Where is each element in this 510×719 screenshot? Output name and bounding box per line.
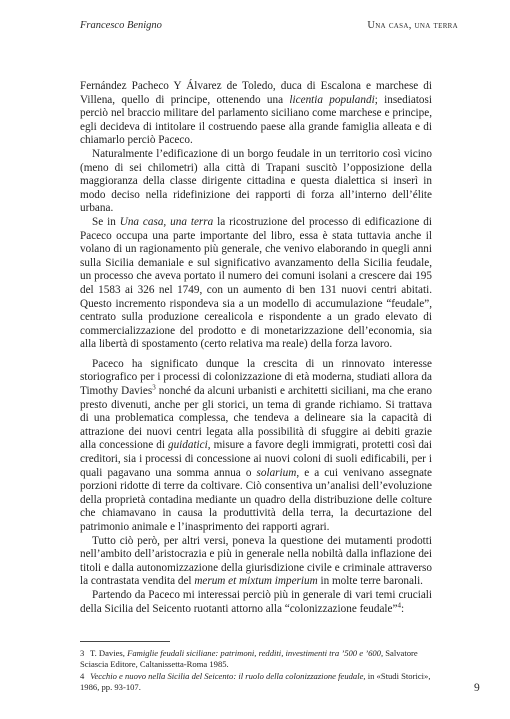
italic-text: Vecchio e nuovo nella Sicilia del Seicento: il ruolo della colonizzazione feudale	[90, 671, 364, 681]
text-run: la ricostruzione del processo di edificazione di Paceco occupa una parte importante del libro, essa è stata tuttavia anche il volano di un ragionamento più generale, che venivo elaborando in quegli anni sulla Sicilia demaniale e sul significativo avanzamento della Sicilia feudale, un processo che aveva portato il numero dei comuni isolani a crescere dai 195 del 1583 ai 326 nel 1749, con un aumento di ben 131 nuovi centri abitati. Questo incremento rispondeva sia a un modello di accumulazione “feudale”, centrato sulla produzione cerealicola e rispondente a un grado elevato di commercializzazione del prodotto e di monetarizzazione dell’economia, sia alla libertà di spostamento (certo relativa ma reale) della forza lavoro.	[80, 215, 432, 351]
italic-text: guidatici	[167, 439, 208, 452]
paragraph	[80, 216, 432, 352]
text-run: , misure a favore degli immigrati, protetti così dai creditori, sia i processi di concessione ai nuovi coloni di suoli edificabili, per i quali pagavano una somma annua o	[80, 439, 432, 479]
italic-text: merum et mixtum imperium	[194, 575, 318, 588]
text-run: Partendo da Paceco mi interessai perciò più in generale di vari temi cruciali della Sicilia del Seicento ruotanti attorno alla “colonizzazione feudale”	[80, 588, 432, 615]
text-run: T. Davies,	[90, 648, 128, 658]
footnote-number: 3	[80, 648, 85, 658]
footnote-number: 4	[80, 671, 85, 681]
paragraph	[80, 358, 432, 535]
paragraph	[80, 80, 432, 148]
text-run: ; insediatosi perciò nel braccio militare del parlamento siciliano come marchese e principe, egli decideva di intitolare il costruendo paese alla grande famiglia alleata e di chiamarlo perciò Paceco.	[80, 93, 432, 147]
text-run: , e a cui venivano assegnate porzioni ridotte di terre da coltivare. Ciò consentiva un’analisi dell’evoluzione della proprietà contadina mediante un quadro della distribuzione delle colture che chiamavano in causa la produttività della terra, la decurtazione del patrimonio animale e l’inasprimento dei rapporti agrari.	[80, 466, 432, 533]
footnote-ref: 3	[152, 383, 156, 392]
text-run: nonché da alcuni urbanisti e architetti siciliani, ma che erano presto divenuti, anche per gli storici, un tema di grande richiamo. Si trattava di una problematica complessa, che tendeva a delineare sia la capacità di attrazione dei nuovi centri legata alla possibilità di sfuggire ai debiti grazie alla concessione di	[80, 385, 432, 452]
text-run: , Salvatore Sciascia Editore, Caltanissetta-Roma 1985.	[80, 648, 418, 669]
text-run: Tutto ciò però, per altri versi, poneva la questione dei mutamenti prodotti nell’ambito dell’aristocrazia e più in generale nella nobiltà dalla inflazione dei titoli e dalla autonomizzazione della giurisdizione civile e criminale attraverso la contrastata vendita del	[80, 534, 432, 588]
text-run: Fernández Pacheco Y Álvarez de Toledo, duca di Escalona e marchese di Villena, quello di principe, ottenendo una	[80, 80, 432, 106]
text-run: :	[400, 602, 405, 615]
text-run: Paceco ha significato dunque la crescita di un rinnovato interesse storiografico per i processi di colonizzazione di età moderna, studiati allora da Timothy Davies	[80, 357, 432, 398]
text-run: Naturalmente l’edificazione di un borgo feudale in un territorio così vicino (meno di sei chilometri) alla città di Trapani suscitò l’opposizione della maggioranza della classe dirigente cittadina e questa dialettica si inserì in modo deciso nella ridefinizione dei rapporti di forza all’interno dell’élite urbana.	[80, 147, 432, 215]
paragraph	[80, 589, 432, 616]
text-run: in molte terre baronali.	[317, 575, 423, 588]
text-run: Se in	[92, 215, 120, 228]
paragraph	[80, 148, 432, 216]
italic-text: Una casa, una terra	[119, 215, 214, 228]
paragraph	[80, 535, 432, 589]
running-head-title: Una casa, una terra	[367, 20, 458, 31]
footnote	[80, 648, 432, 670]
page-number: 9	[474, 682, 480, 694]
footnote-ref: 4	[397, 600, 401, 609]
italic-text: Famiglie feudali siciliane: patrimoni, redditi, investimenti tra ’500 e ’600	[127, 648, 381, 658]
body-text	[80, 80, 432, 616]
footnotes	[80, 648, 432, 694]
footnote-separator	[80, 641, 170, 642]
italic-text: licentia populandi	[289, 93, 375, 106]
running-head-author: Francesco Benigno	[80, 20, 162, 31]
italic-text: solarium	[256, 466, 297, 479]
footnote	[80, 671, 432, 693]
text-run: , in «Studi Storici», 1986, pp. 93-107.	[80, 671, 431, 692]
